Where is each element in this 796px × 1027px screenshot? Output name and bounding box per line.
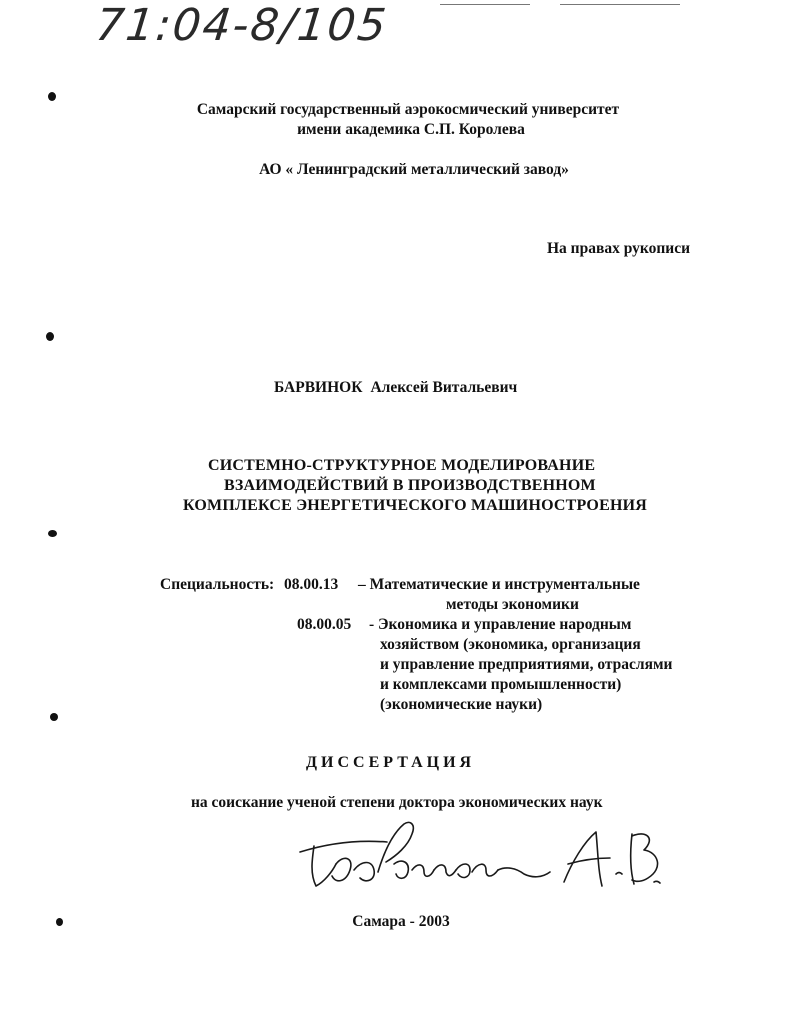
specialty-desc-2-line-3: и управление предприятиями, отраслями [380, 656, 673, 673]
title-line-2: ВЗАИМОДЕЙСТВИЙ В ПРОИЗВОДСТВЕННОМ [224, 477, 596, 494]
top-rule-left [440, 4, 530, 5]
specialty-desc-2-line-2: хозяйством (экономика, организация [380, 636, 641, 653]
title-line-3: КОМПЛЕКСЕ ЭНЕРГЕТИЧЕСКОГО МАШИНОСТРОЕНИЯ [183, 497, 647, 514]
place-year: Самара - 2003 [352, 913, 450, 930]
archive-code: 71:04-8/105 [93, 0, 391, 51]
top-rule-right [560, 4, 680, 5]
specialty-desc-1-line-1: – Математические и инструментальные [358, 576, 640, 593]
specialty-desc-2-line-5: (экономические науки) [380, 696, 543, 713]
specialty-code-1: 08.00.13 [284, 576, 339, 593]
author-given-names: Алексей Витальевич [370, 379, 518, 396]
specialty-desc-2-line-1: - Экономика и управление народным [369, 616, 632, 633]
university-name: Самарский государственный аэрокосмический университет [196, 101, 620, 118]
rights-notice: На правах рукописи [547, 240, 691, 257]
degree-line: на соискание ученой степени доктора экономических наук [191, 794, 603, 811]
specialty-desc-2-line-4: и комплексами промышленности) [380, 676, 622, 693]
document-type: ДИССЕРТАЦИЯ [306, 754, 476, 771]
specialty-code-2: 08.00.05 [297, 616, 352, 633]
margin-mark [50, 713, 58, 721]
margin-mark [48, 92, 56, 101]
title-line-1: СИСТЕМНО-СТРУКТУРНОЕ МОДЕЛИРОВАНИЕ [208, 457, 596, 474]
university-dedication: имени академика С.П. Королева [297, 121, 525, 138]
specialty-label: Специальность: [160, 576, 275, 593]
author-surname: БАРВИНОК [274, 379, 363, 396]
organization-name: АО « Ленинградский металлический завод» [259, 161, 569, 178]
signature [292, 812, 672, 902]
margin-mark [48, 530, 57, 537]
signature-text: Барвинок А.В. [478, 900, 486, 901]
margin-mark [46, 332, 54, 341]
author-name [274, 380, 517, 396]
specialty-desc-1-line-2: методы экономики [446, 596, 579, 613]
